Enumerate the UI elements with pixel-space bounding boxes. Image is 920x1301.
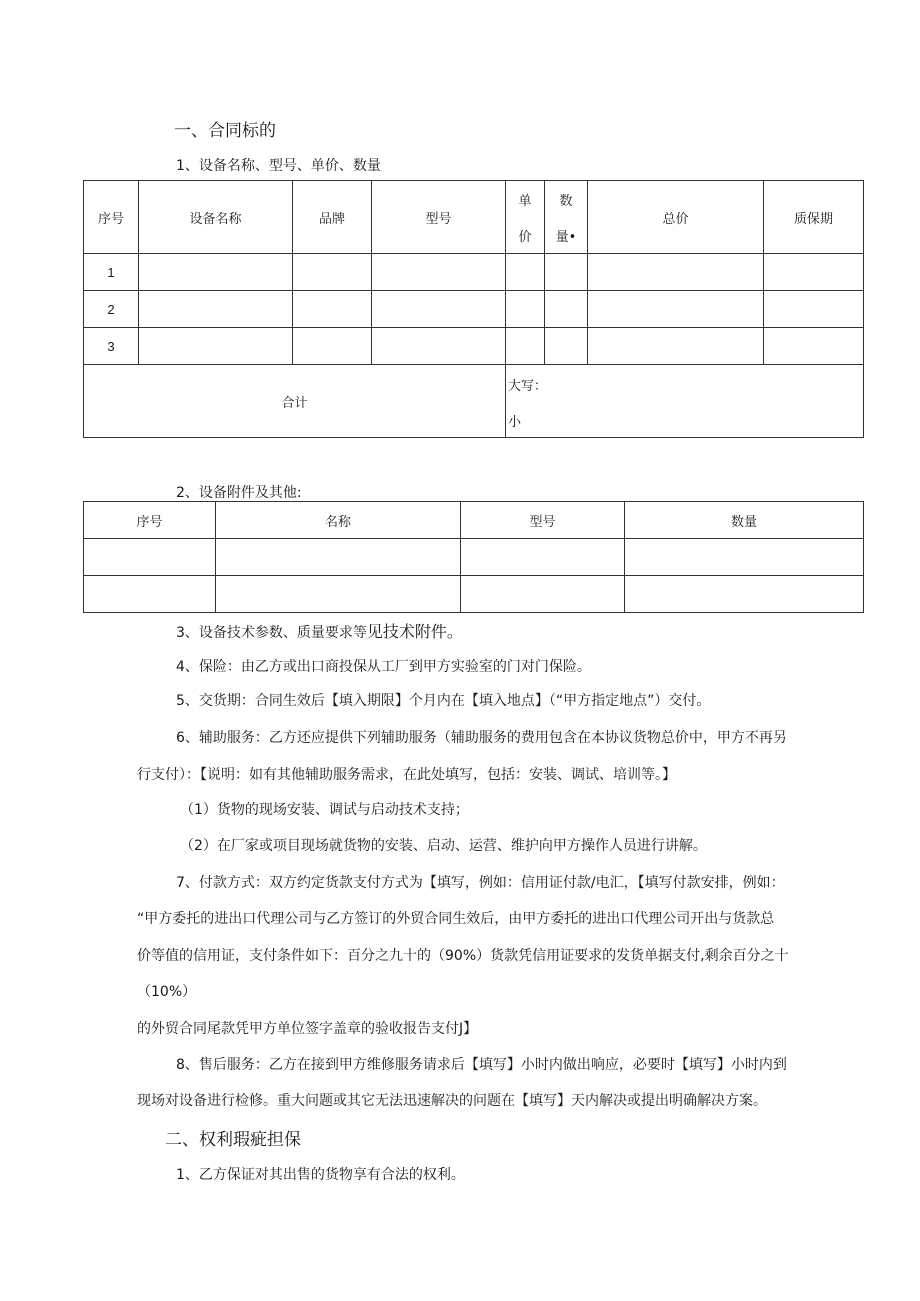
cell [84,539,216,576]
table-row [84,539,864,576]
cell [545,328,588,365]
row-seq: 1 [84,254,139,291]
cell [764,328,864,365]
table-header-row [84,181,864,254]
header-warranty: 质保期 [764,181,864,254]
item-7-line-1: 7、付款方式：双方约定货款支付方式为【填写，例如：信用证付款/电汇，【填写付款安排，例如： [176,875,785,891]
header-brand: 品牌 [293,181,372,254]
header-total: 总价 [588,181,764,254]
cell [545,254,588,291]
cell [625,539,864,576]
item-4: 4、保险：由乙方或出口商投保从工厂到甲方实验室的门对门保险。 [176,659,591,675]
cell [588,291,764,328]
header-quantity-bottom: 量• [555,230,577,245]
header-model: 型号 [372,181,506,254]
section-heading-2: 二、权利瑕疵担保 [165,1130,301,1150]
item-7-line-5: 的外贸合同尾款凭甲方单位签字盖章的验收报告支付J】 [137,1021,478,1037]
header-quantity: 数量 [625,502,864,539]
header-name: 设备名称 [139,181,293,254]
item-7-line-4: （10%） [137,984,197,1000]
cell [139,254,293,291]
table-row [84,328,864,365]
sum-lower-label: 小 [508,415,522,430]
cell [764,254,864,291]
item-8-line-2: 现场对设备进行检修。重大问题或其它无法迅速解决的问题在【填写】天内解决或提出明确解决方案。 [137,1093,767,1109]
cell [545,291,588,328]
item-7-line-2: “甲方委托的进出口代理公司与乙方签订的外贸合同生效后，由甲方委托的进出口代理公司开出与货款总 [137,911,775,927]
sum-row [84,365,864,438]
cell [84,576,216,613]
cell [588,328,764,365]
header-quantity-top: 数 [559,194,573,209]
cell [139,291,293,328]
header-name: 名称 [216,502,461,539]
item-6-line-2: 行支付）：【说明：如有其他辅助服务需求，在此处填写，包括：安装、调试、培训等。】 [137,767,676,783]
table-row [84,254,864,291]
cell [625,576,864,613]
item-6-sub-2: （2）在厂家或项目现场就货物的安装、启动、运营、维护向甲方操作人员进行讲解。 [180,838,707,854]
item-1-title: 1、设备名称、型号、单价、数量 [176,158,381,174]
item-6-sub-1: （1）货物的现场安装、调试与启动技术支持； [180,802,469,818]
cell [293,291,372,328]
cell [506,328,545,365]
cell [372,291,506,328]
row-seq: 2 [84,291,139,328]
header-quantity [545,181,588,254]
cell [139,328,293,365]
cell [293,328,372,365]
table-row [84,576,864,613]
cell [216,539,461,576]
cell [216,576,461,613]
sum-amount-cell [506,365,864,438]
item-5: 5、交货期：合同生效后【填入期限】个月内在【填入地点】（“甲方指定地点”）交付。 [176,693,711,709]
cell [293,254,372,291]
section-heading-1: 一、合同标的 [174,121,276,141]
table-row [84,291,864,328]
sum-label: 合计 [84,365,506,438]
cell [461,576,625,613]
cell [506,254,545,291]
item-3-prefix: 3、设备技术参数、质量要求等 [176,625,367,641]
item-3 [176,619,463,642]
section-2-item-1: 1、乙方保证对其出售的货物享有合法的权利。 [176,1167,465,1183]
row-seq: 3 [84,328,139,365]
cell [764,291,864,328]
header-seq: 序号 [84,502,216,539]
header-unit-price [506,181,545,254]
header-unit-price-bottom: 价 [518,230,532,245]
accessories-table [83,501,864,613]
header-seq: 序号 [84,181,139,254]
cell [461,539,625,576]
item-6-line-1: 6、辅助服务：乙方还应提供下列辅助服务（辅助服务的费用包含在本协议货物总价中，甲方不再另 [176,730,787,746]
equipment-table [83,180,864,438]
table-header-row [84,502,864,539]
cell [372,254,506,291]
cell [588,254,764,291]
item-8-line-1: 8、售后服务：乙方在接到甲方维修服务请求后【填写】小时内做出响应，必要时【填写】小时内到 [176,1057,787,1073]
header-unit-price-top: 单 [518,194,532,209]
item-7-line-3: 价等值的信用证，支付条件如下：百分之九十的（90%）货款凭信用证要求的发货单据支付,剩余百分之十 [137,948,789,964]
cell [506,291,545,328]
header-model: 型号 [461,502,625,539]
item-3-suffix: 见技术附件。 [366,622,463,641]
sum-upper-label: 大写： [508,379,548,394]
item-2-title: 2、设备附件及其他: [176,485,302,501]
cell [372,328,506,365]
